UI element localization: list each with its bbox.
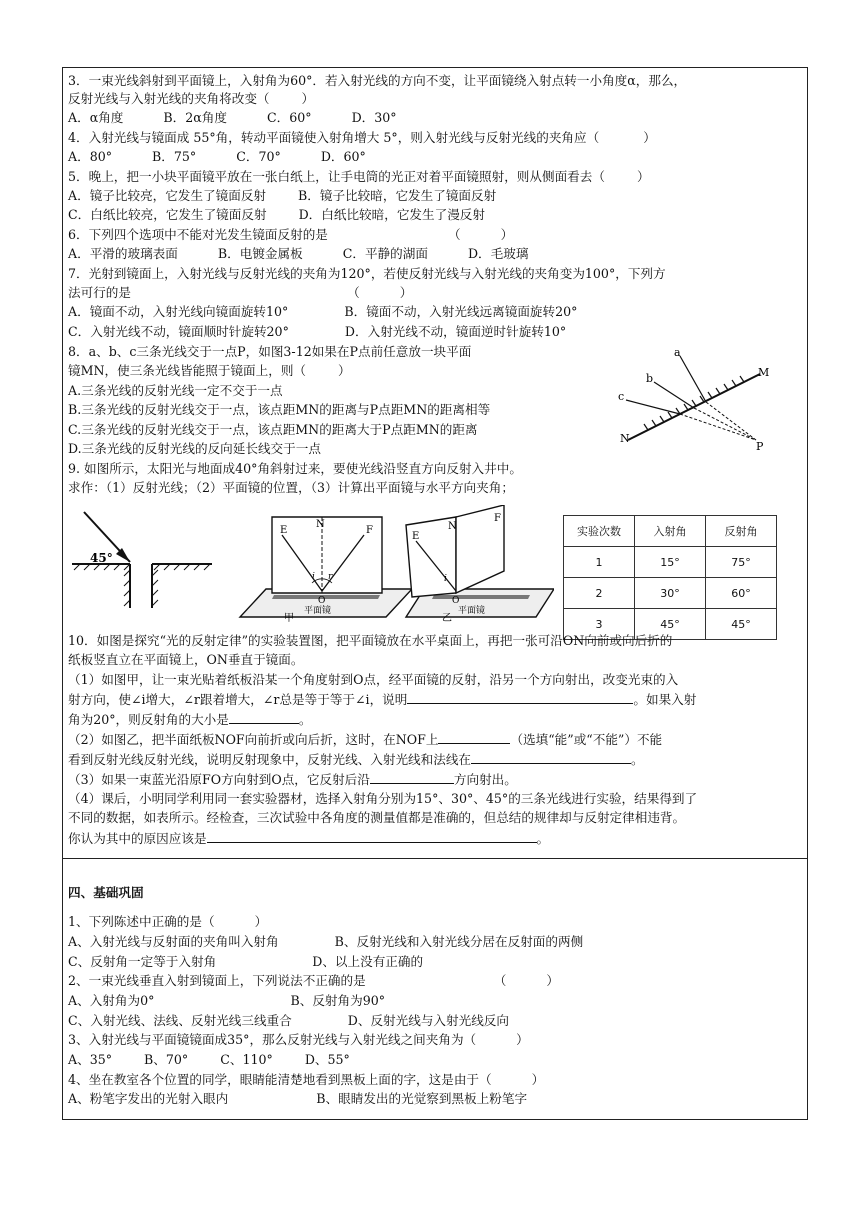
label-o-yi: O: [452, 596, 460, 606]
q10-p2-line1-tail: （选填“能”或“不能”）不能: [510, 732, 663, 747]
label-n-jia: N: [316, 519, 325, 530]
q10-p4-line1: （4）课后，小明同学利用同一套实验器材，选择入射角分别为15°、30°、45°的三条光线进行实验，结果得到了: [68, 791, 698, 806]
ray-b: [654, 382, 694, 408]
q6-stem: 6．下列四个选项中不能对光发生镜面反射的是 （ ）: [68, 227, 514, 242]
q8-mirror-figure: [598, 342, 774, 454]
table-cell: 3: [564, 609, 635, 640]
q8-option-d: D.三条光线的反射光线的反向延长线交于一点: [68, 441, 321, 456]
label-f-jia: F: [366, 525, 373, 536]
table-header-row: [564, 516, 777, 547]
q6-options: A．平滑的玻璃表面 B．电镀金属板 C．平静的湖面 D．毛玻璃: [68, 246, 529, 261]
q10-p1-line2: [68, 691, 696, 708]
label-n-yi: N: [448, 521, 457, 532]
answer-blank[interactable]: [438, 731, 510, 744]
q10-p4-line3-tail: 。: [536, 831, 550, 846]
s4-q2-options-ab: A、入射角为0° B、反射角为90°: [68, 993, 386, 1008]
q8-option-b: B.三条光线的反射光线交于一点，该点距MN的距离与P点距MN的距离相等: [68, 402, 491, 417]
mirror-label-yi: 平面镜: [458, 606, 486, 616]
q8-option-c: C.三条光线的反射光线交于一点，该点距MN的距离大于P点距MN的距离: [68, 422, 478, 437]
s4-q4-options-ab: A、粉笔字发出的光射入眼内 B、眼睛发出的光觉察到黑板上粉笔字: [68, 1091, 528, 1106]
q9-line1: 9. 如图所示，太阳光与地面成40°角斜射过来，要使光线沿竖直方向反射入井中。: [68, 461, 522, 476]
label-a: a: [674, 346, 681, 359]
s4-q2-stem: 2、一束光线垂直入射到镜面上，下列说法不正确的是 （ ）: [68, 973, 559, 988]
s4-q1-stem: 1、下列陈述中正确的是（ ）: [68, 914, 268, 929]
section-divider: [62, 858, 808, 859]
q10-p3-text: （3）如果一束蓝光沿原FO方向射到O点，它反射后沿: [68, 772, 370, 787]
q10-p1-line3-tail: 。: [298, 712, 312, 727]
s4-q3-stem: 3、入射光线与平面镜镜面成35°，那么反射光线与入射光线之间夹角为（ ）: [68, 1032, 529, 1047]
label-m: M: [758, 366, 770, 379]
label-i-jia: i: [312, 572, 315, 582]
label-n: N: [620, 432, 630, 445]
reflection-apparatus-figure: [236, 505, 554, 623]
q3-line2: 反射光线与入射光线的夹角将改变（ ）: [68, 91, 315, 106]
table-header: 反射角: [706, 516, 777, 547]
label-i-yi: i: [444, 574, 447, 584]
label-c: c: [618, 390, 625, 403]
caption-yi: 乙: [442, 613, 452, 623]
q8-line2: 镜MN，使三条光线皆能照于镜面上，则（ ）: [68, 363, 351, 378]
answer-blank[interactable]: [370, 771, 454, 784]
label-f-yi: F: [494, 513, 501, 524]
table-cell: 45°: [706, 609, 777, 640]
answer-blank[interactable]: [207, 830, 537, 843]
q10-p1-line1: （1）如图甲，让一束光贴着纸板沿某一个角度射到O点，经平面镜的反射，沿另一个方向射出，改变光束的入: [68, 672, 679, 687]
q8-line1: 8．a、b、c三条光线交于一点P，如图3-12如果在P点前任意放一块平面: [68, 344, 472, 359]
answer-blank[interactable]: [229, 711, 299, 724]
q8-option-a: A.三条光线的反射光线一定不交于一点: [68, 383, 283, 398]
q10-p2-line1-text: （2）如图乙，把半面纸板NOF向前折或向后折，这时，在NOF上: [68, 732, 439, 747]
q10-p4-line2: 不同的数据，如表所示。经检查，三次试验中各角度的测量值都是准确的，但总结的规律却与反射定律相违背。: [68, 810, 686, 825]
experiment-table: [563, 515, 777, 640]
s4-q2-options-cd: C、入射光线、法线、反射光线三线重合 D、反射光线与入射光线反向: [68, 1013, 509, 1028]
q10-p2-line2-text: 看到反射光线反射光线，说明反射现象中，反射光线、入射光线和法线在: [68, 752, 471, 767]
well-figure: [66, 504, 216, 614]
q3-line1: 3．一束光线斜射到平面镜上，入射角为60°．若入射光线的方向不变，让平面镜绕入射点转一小角度α，那么，: [68, 73, 687, 88]
label-e-jia: E: [280, 525, 288, 536]
table-cell: 60°: [706, 578, 777, 609]
q3-options: A．α角度 B．2α角度 C．60° D．30°: [68, 110, 397, 125]
table-cell: 75°: [706, 547, 777, 578]
q10-p4-line3-text: 你认为其中的原因应该是: [68, 831, 207, 846]
table-header: 实验次数: [564, 516, 635, 547]
q4-stem: 4．入射光线与镜面成 55°角，转动平面镜使入射角增大 5°，则入射光线与反射光线的夹角应（ ）: [68, 130, 656, 145]
ray-c: [626, 400, 680, 414]
table-header: 入射角: [635, 516, 706, 547]
q4-options: A．80° B．75° C．70° D．60°: [68, 149, 366, 164]
q7-line1: 7．光射到镜面上，入射光线与反射光线的夹角为120°，若使反射光线与入射光线的夹角变为100°，下列方: [68, 266, 666, 281]
s4-q1-options-ab: A、入射光线与反射面的夹角叫入射角 B、反射光线和入射光线分居在反射面的两侧: [68, 934, 584, 949]
table-row: [564, 547, 777, 578]
label-o-jia: O: [318, 596, 326, 606]
s4-q4-stem: 4、坐在教室各个位置的同学，眼睛能清楚地看到黑板上面的字，这是由于（ ）: [68, 1072, 545, 1087]
caption-jia: 甲: [284, 613, 294, 623]
q10-p4-line3: [68, 830, 549, 847]
q10-p1-line3: [68, 711, 311, 728]
label-b: b: [646, 372, 654, 385]
table-cell: 1: [564, 547, 635, 578]
table-cell: 45°: [635, 609, 706, 640]
label-e-yi: E: [412, 531, 420, 542]
q5-stem: 5．晚上，把一小块平面镜平放在一张白纸上，让手电筒的光正对着平面镜照射，则从侧面看去（ ）: [68, 169, 650, 184]
s4-q1-options-cd: C、反射角一定等于入射角 D、以上没有正确的: [68, 954, 424, 969]
q7-options-cd: C．入射光线不动，镜面顺时针旋转20° D．入射光线不动，镜面逆时针旋转10°: [68, 324, 567, 339]
label-r-jia: r: [328, 572, 333, 582]
q7-line2: 法可行的是 （ ）: [68, 285, 413, 300]
mirror-label-jia: 平面镜: [304, 606, 332, 616]
q7-options-ab: A．镜面不动，入射光线向镜面旋转10° B．镜面不动，入射光线远离镜面旋转20°: [68, 304, 578, 319]
q10-p2-line2: [68, 751, 644, 768]
q10-p3-tail: 方向射出。: [453, 772, 517, 787]
q5-options-cd: C．白纸比较亮，它发生了镜面反射 D．白纸比较暗，它发生了漫反射: [68, 207, 485, 222]
q10-p2-line2-tail: 。: [631, 752, 644, 767]
ray-a: [680, 356, 706, 402]
q9-line2: 求作：（1）反射光线；（2）平面镜的位置，（3）计算出平面镜与水平方向夹角；: [68, 480, 514, 495]
answer-blank[interactable]: [471, 751, 631, 764]
q10-p1-line3-text: 角为20°，则反射角的大小是: [68, 712, 229, 727]
table-row: [564, 578, 777, 609]
table-cell: 15°: [635, 547, 706, 578]
q10-p2-line1: [68, 731, 662, 748]
section4-title: 四、基础巩固: [68, 885, 144, 900]
q5-options-ab: A．镜子比较亮，它发生了镜面反射 B．镜子比较暗，它发生了镜面反射: [68, 188, 497, 203]
q10-p3: [68, 771, 517, 788]
label-p: P: [756, 440, 764, 453]
q10-p1-line2-text: 射方向，使∠i增大，∠r跟着增大，∠r总是等于等于∠i，说明: [68, 692, 408, 707]
q10-line2: 纸板竖直立在平面镜上，ON垂直于镜面。: [68, 652, 304, 667]
table-cell: 2: [564, 578, 635, 609]
table-cell: 30°: [635, 578, 706, 609]
angle-label: 45°: [90, 551, 113, 565]
answer-blank[interactable]: [407, 691, 633, 704]
q10-line1: 10．如图是探究“光的反射定律”的实验装置图，把平面镜放在水平桌面上，再把一张可沿ON向前或向后折的: [68, 633, 673, 648]
s4-q3-options: A、35° B、70° C、110° D、55°: [68, 1052, 350, 1067]
q10-p1-line2-tail: 。如果入射: [633, 692, 697, 707]
